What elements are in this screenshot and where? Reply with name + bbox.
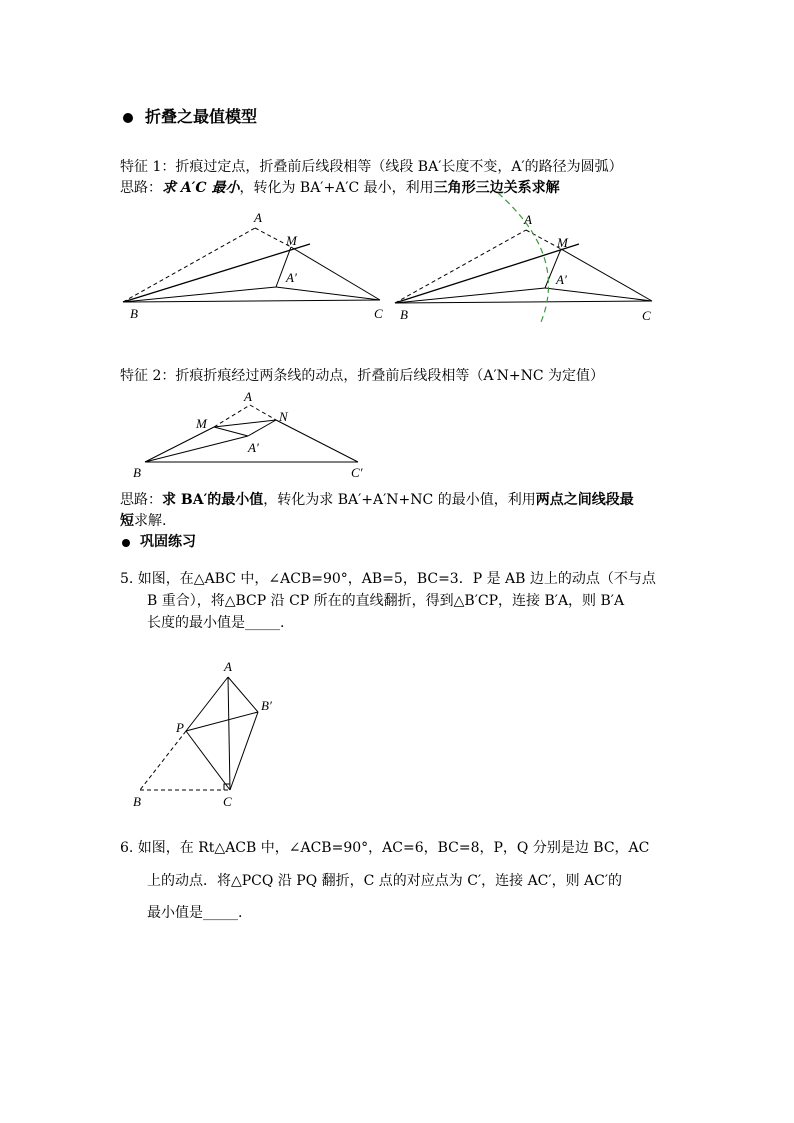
feature1-line1: 特征 1：折痕过定点，折叠前后线段相等（线段 BA′长度不变，A′的路径为圆弧） bbox=[120, 159, 623, 175]
fig2-label-B: B bbox=[400, 307, 408, 322]
q6-line1: 6. 如图，在 Rt△ACB 中，∠ACB=90°，AC=6，BC=8，P，Q 分别是边 BC，AC bbox=[120, 840, 650, 856]
fig1-label-A-prime: A′ bbox=[286, 270, 297, 285]
fig3-line-NC bbox=[276, 420, 358, 462]
fig3-label-A: A bbox=[244, 389, 252, 404]
feature1-line2-bold2: 三角形三边关系求解 bbox=[433, 180, 560, 196]
feature1-line2-bold1: 求 A′C 最小 bbox=[162, 180, 240, 196]
q6-line2: 上的动点．将△PCQ 沿 PQ 翻折，C 点的对应点为 C′，连接 AC′，则 AC′的 bbox=[147, 873, 623, 889]
fig2-line-BC bbox=[395, 301, 652, 303]
figure1-left bbox=[123, 228, 380, 302]
fig1-label-C: C bbox=[374, 306, 383, 321]
fig1-line-BC bbox=[123, 300, 380, 302]
fig1-label-A: A bbox=[254, 210, 262, 225]
practice-heading: 巩固练习 bbox=[140, 534, 196, 550]
feature2-idea-line2-bold: 短 bbox=[120, 513, 134, 529]
q5-line-PB1 bbox=[186, 712, 258, 731]
fig2-label-A: A bbox=[524, 212, 532, 227]
fig2-line-AM-dashed bbox=[526, 230, 561, 249]
q5-line-PB-dashed bbox=[140, 731, 186, 790]
fig3-label-N: N bbox=[279, 409, 288, 424]
feature2-idea-bold2: 两点之间线段最 bbox=[535, 492, 634, 508]
fig3-label-C-prime: C′ bbox=[351, 465, 363, 480]
fig2-label-M: M bbox=[557, 235, 568, 250]
q5-label-B: B bbox=[133, 794, 141, 809]
fig3-line-AN-dashed bbox=[250, 405, 276, 420]
fig3-line-MA1 bbox=[214, 427, 248, 436]
fig2-label-A-prime: A′ bbox=[556, 272, 567, 287]
feature2-idea-bold1: 求 BA′的最小值 bbox=[162, 492, 264, 508]
q6-line3: 最小值是_____. bbox=[147, 905, 243, 921]
fig3-line-BM bbox=[145, 427, 214, 462]
fig3-label-A-prime: A′ bbox=[248, 440, 259, 455]
q5-line-PC bbox=[186, 731, 230, 790]
feature2-idea-line2-rest: 求解. bbox=[134, 513, 167, 529]
fig1-label-M: M bbox=[286, 233, 297, 248]
fig1-line-MC bbox=[291, 247, 380, 300]
fig3-label-B: B bbox=[133, 465, 141, 480]
feature2-line1: 特征 2：折痕折痕经过两条线的动点，折叠前后线段相等（A′N+NC 为定值） bbox=[120, 368, 605, 384]
fig3-line-MN bbox=[214, 420, 276, 427]
q5-line-AC bbox=[228, 677, 230, 790]
section-heading: 折叠之最值模型 bbox=[145, 107, 258, 126]
q5-line-AB1 bbox=[228, 677, 258, 712]
fig2-line-MC bbox=[561, 249, 652, 301]
fig3-label-M: M bbox=[196, 416, 207, 431]
fig1-label-B: B bbox=[130, 306, 138, 321]
fig1-line-A1C bbox=[276, 287, 380, 300]
feature1-line2-prefix: 思路： bbox=[120, 180, 162, 196]
q5-line3: 长度的最小值是_____. bbox=[147, 615, 285, 631]
fig2-label-C: C bbox=[642, 308, 651, 323]
feature2-idea-mid: ，转化为求 BA′+A′N+NC 的最小值，利用 bbox=[263, 492, 536, 508]
figure1-right bbox=[395, 230, 652, 303]
q5-line-AP bbox=[186, 677, 228, 731]
q5-label-C: C bbox=[223, 794, 232, 809]
q5-line2: B 重合），将△BCP 沿 CP 所在的直线翻折，得到△B′CP，连接 B′A，则 B′A bbox=[147, 593, 625, 609]
q5-line-B1C bbox=[230, 712, 258, 790]
fig3-line-BA1 bbox=[145, 436, 248, 462]
figure-q5 bbox=[140, 677, 258, 790]
q5-label-A: A bbox=[224, 659, 232, 674]
feature2-idea-prefix: 思路： bbox=[120, 492, 162, 508]
fig2-line-A1C bbox=[545, 288, 652, 301]
q5-label-B-prime: B′ bbox=[261, 698, 272, 713]
q5-label-P: P bbox=[176, 720, 184, 735]
feature1-line2-mid: ，转化为 BA′+A′C 最小，利用 bbox=[239, 180, 434, 196]
q5-line1: 5. 如图，在△ABC 中，∠ACB=90°，AB=5，BC=3．P 是 AB 边上的动点（不与点 bbox=[120, 571, 656, 587]
